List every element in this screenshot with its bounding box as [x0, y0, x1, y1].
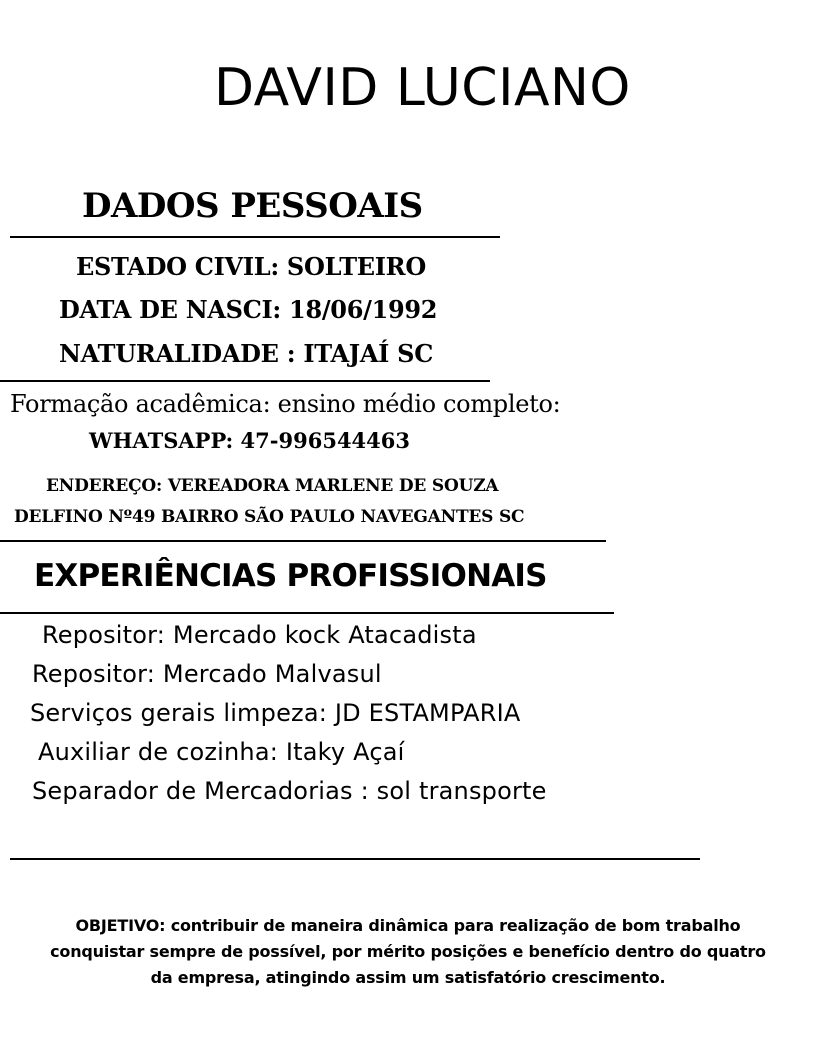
divider: [10, 858, 700, 860]
address-line-1: ENDEREÇO: VEREADORA MARLENE DE SOUZA: [46, 476, 499, 496]
divider: [0, 380, 490, 382]
experience-heading: EXPERIÊNCIAS PROFISSIONAIS: [34, 558, 547, 594]
objective-line-3: da empresa, atingindo assim um satisfatório crescimento.: [150, 968, 666, 987]
personal-data-heading: DADOS PESSOAIS: [82, 186, 423, 226]
whatsapp: WHATSAPP: 47-996544463: [89, 428, 410, 453]
education: Formação acadêmica: ensino médio completo:: [10, 390, 561, 418]
birth-date: DATA DE NASCI: 18/06/1992: [59, 295, 438, 324]
birthplace: NATURALIDADE : ITAJAÍ SC: [59, 339, 433, 368]
objective-section: [0, 913, 816, 991]
job-item: Repositor: Mercado Malvasul: [32, 660, 382, 688]
candidate-name: DAVID LUCIANO: [214, 58, 631, 118]
job-item: Separador de Mercadorias : sol transporte: [32, 777, 547, 805]
marital-status: ESTADO CIVIL: SOLTEIRO: [76, 252, 426, 281]
job-item: Serviços gerais limpeza: JD ESTAMPARIA: [30, 699, 521, 727]
address-line-2: DELFINO Nº49 BAIRRO SÃO PAULO NAVEGANTES SC: [14, 507, 525, 527]
job-item: Repositor: Mercado kock Atacadista: [42, 621, 477, 649]
divider: [10, 236, 500, 238]
divider: [0, 540, 606, 542]
divider: [0, 612, 614, 614]
objective-line-2: conquistar sempre de possível, por mérito posições e benefício dentro do quatro: [50, 942, 766, 961]
job-item: Auxiliar de cozinha: Itaky Açaí: [38, 738, 405, 766]
objective-line-1: OBJETIVO: contribuir de maneira dinâmica para realização de bom trabalho: [75, 916, 741, 935]
